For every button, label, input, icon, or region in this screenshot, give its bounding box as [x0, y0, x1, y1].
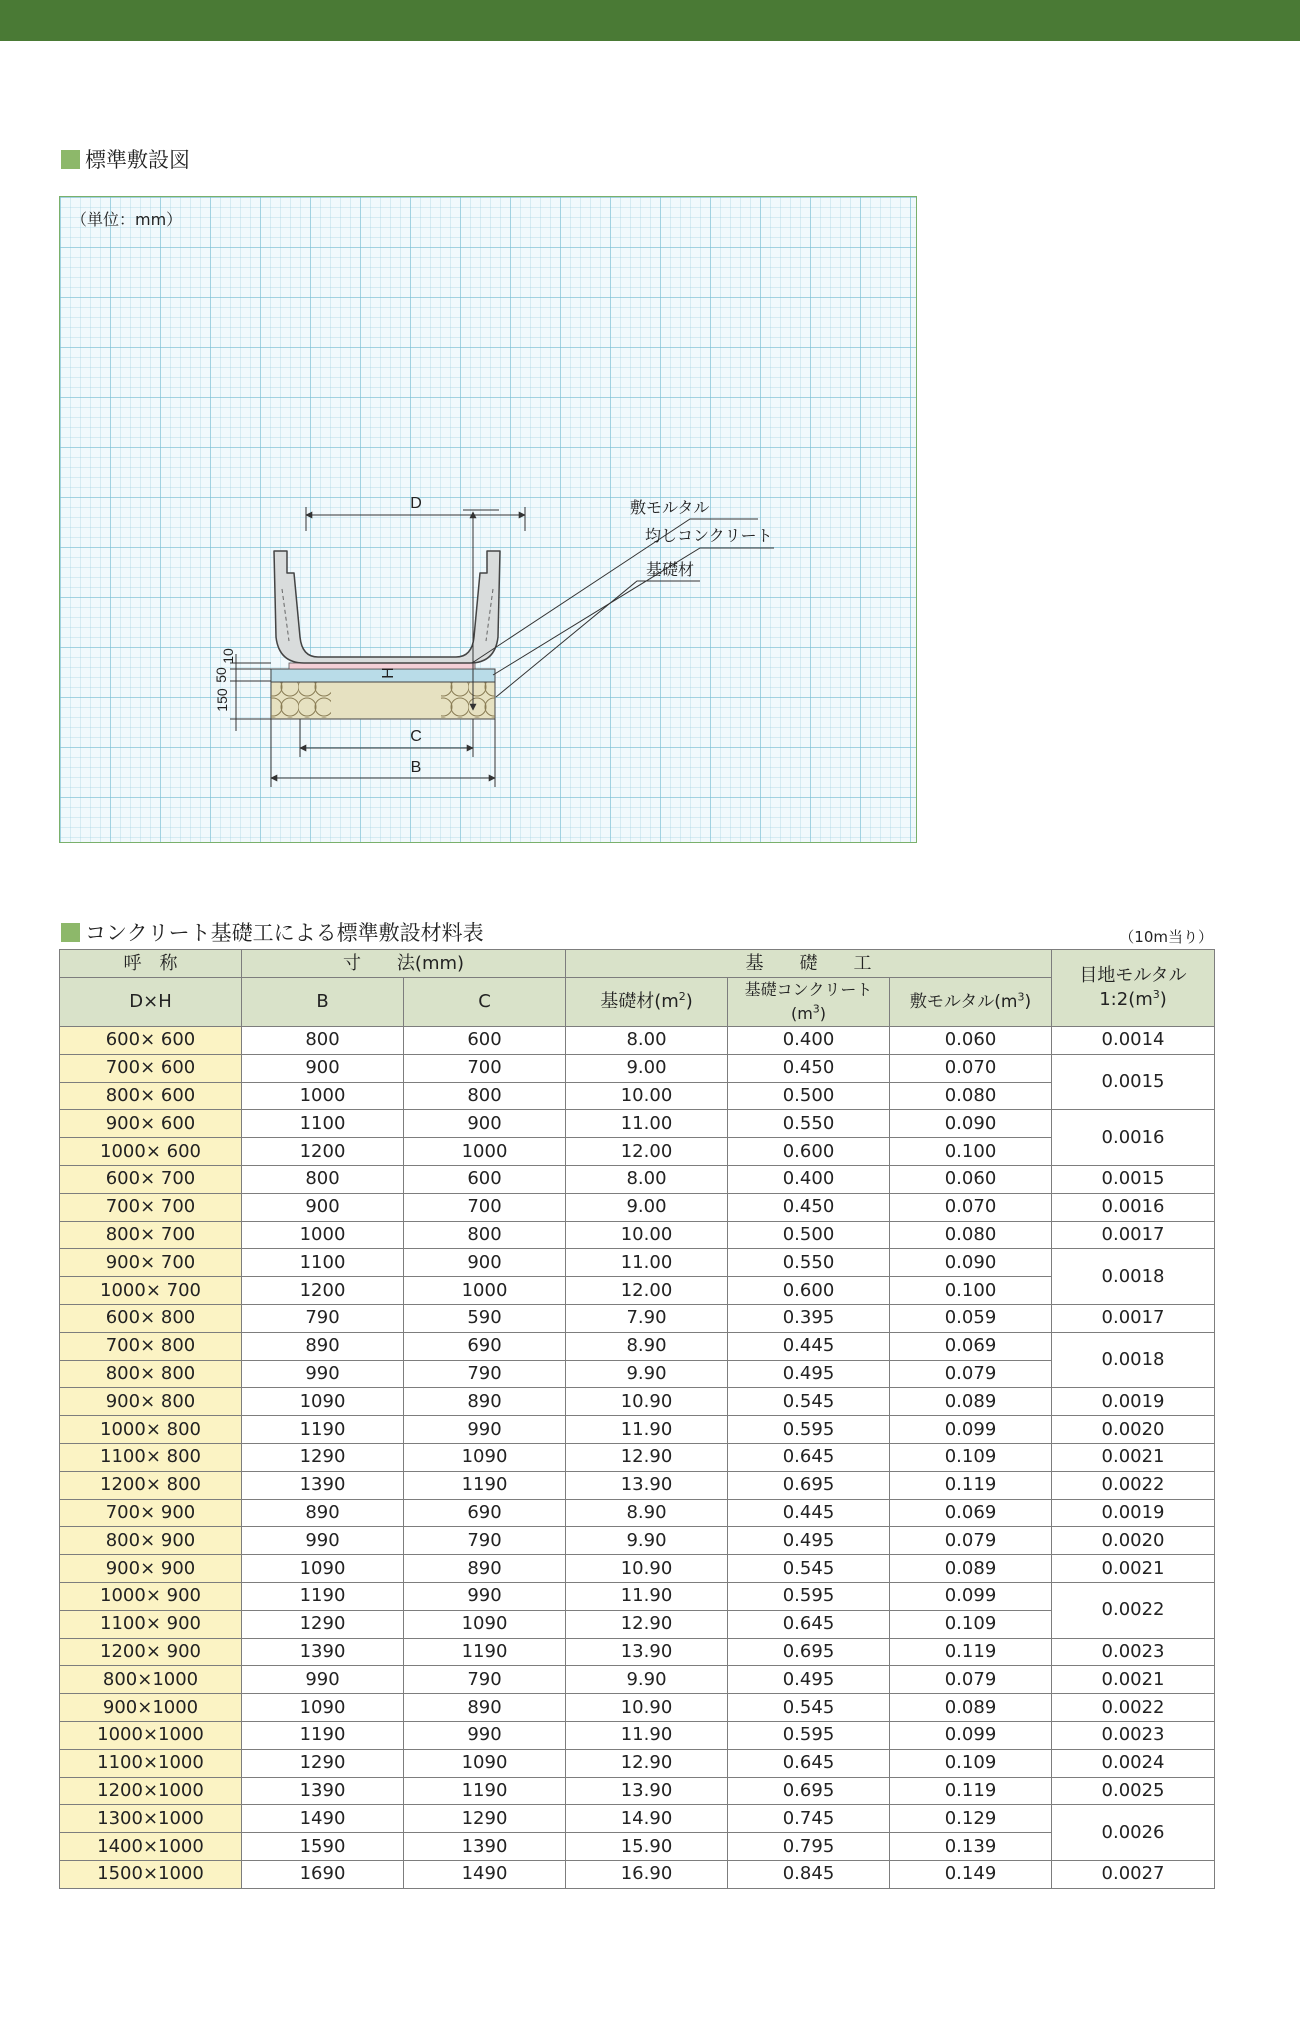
row-name-cell: 600× 800 — [60, 1304, 242, 1332]
row-base-concrete-cell: 0.695 — [728, 1471, 890, 1499]
dim-h-label: H — [380, 667, 397, 679]
row-base-material-cell: 7.90 — [566, 1304, 728, 1332]
header-base-concrete-text: 基礎コンクリート(m — [744, 980, 873, 1023]
row-laying-mortar-cell: 0.070 — [890, 1193, 1052, 1221]
row-base-concrete-cell: 0.645 — [728, 1610, 890, 1638]
row-c-cell: 790 — [404, 1360, 566, 1388]
row-base-concrete-cell: 0.545 — [728, 1555, 890, 1583]
row-base-material-cell: 10.00 — [566, 1221, 728, 1249]
row-c-cell: 1190 — [404, 1777, 566, 1805]
row-laying-mortar-cell: 0.109 — [890, 1443, 1052, 1471]
row-joint-mortar-cell: 0.0021 — [1052, 1555, 1215, 1583]
row-base-material-cell: 13.90 — [566, 1638, 728, 1666]
row-c-cell: 790 — [404, 1527, 566, 1555]
row-c-cell: 990 — [404, 1721, 566, 1749]
row-b-cell: 900 — [242, 1193, 404, 1221]
row-c-cell: 1090 — [404, 1443, 566, 1471]
row-base-material-cell: 9.00 — [566, 1054, 728, 1082]
row-name-cell: 1100× 900 — [60, 1610, 242, 1638]
row-joint-mortar-cell: 0.0017 — [1052, 1304, 1215, 1332]
row-b-cell: 1190 — [242, 1721, 404, 1749]
row-base-concrete-cell: 0.550 — [728, 1249, 890, 1277]
row-c-cell: 800 — [404, 1082, 566, 1110]
label-base: 基礎材 — [646, 560, 695, 579]
row-base-material-cell: 10.00 — [566, 1082, 728, 1110]
table-row — [60, 1749, 1215, 1777]
row-c-cell: 1000 — [404, 1277, 566, 1305]
row-c-cell: 1090 — [404, 1610, 566, 1638]
header-base-material-text: 基礎材(m — [600, 991, 679, 1012]
row-laying-mortar-cell: 0.119 — [890, 1777, 1052, 1805]
header-joint-bottom: 1:2(m — [1099, 989, 1153, 1010]
row-base-material-cell: 8.90 — [566, 1332, 728, 1360]
row-base-concrete-cell: 0.445 — [728, 1332, 890, 1360]
row-joint-mortar-cell: 0.0020 — [1052, 1416, 1215, 1444]
row-joint-mortar-cell: 0.0026 — [1052, 1805, 1215, 1861]
dim-d-label: D — [410, 495, 422, 512]
row-laying-mortar-cell: 0.119 — [890, 1638, 1052, 1666]
row-base-material-cell: 13.90 — [566, 1777, 728, 1805]
row-base-material-cell: 11.00 — [566, 1110, 728, 1138]
row-base-material-cell: 16.90 — [566, 1860, 728, 1888]
row-laying-mortar-cell: 0.090 — [890, 1110, 1052, 1138]
row-b-cell: 1090 — [242, 1388, 404, 1416]
row-base-material-cell: 11.90 — [566, 1721, 728, 1749]
row-b-cell: 800 — [242, 1165, 404, 1193]
row-b-cell: 1390 — [242, 1638, 404, 1666]
per-10m-note: （10m当り） — [1119, 928, 1213, 946]
row-base-material-cell: 9.90 — [566, 1527, 728, 1555]
row-name-cell: 1100× 800 — [60, 1443, 242, 1471]
table-row — [60, 1666, 1215, 1694]
diagram-title: 標準敷設図 — [85, 148, 190, 172]
row-laying-mortar-cell: 0.069 — [890, 1332, 1052, 1360]
row-b-cell: 1200 — [242, 1138, 404, 1166]
row-base-concrete-cell: 0.500 — [728, 1082, 890, 1110]
table-section-title — [61, 917, 484, 947]
row-name-cell: 700× 700 — [60, 1193, 242, 1221]
row-b-cell: 990 — [242, 1666, 404, 1694]
gravel-left — [271, 682, 331, 718]
header-foundation-group: 基 礎 工 — [566, 950, 1052, 978]
table-row — [60, 1610, 1215, 1638]
header-row-1 — [60, 950, 1215, 978]
leader-base — [496, 581, 700, 697]
row-name-cell: 1300×1000 — [60, 1805, 242, 1833]
sup-2: 2 — [678, 990, 686, 1003]
leader-leveling — [493, 548, 774, 675]
row-base-concrete-cell: 0.450 — [728, 1054, 890, 1082]
row-base-concrete-cell: 0.545 — [728, 1388, 890, 1416]
table-title: コンクリート基礎工による標準敷設材料表 — [85, 921, 484, 945]
row-joint-mortar-cell: 0.0022 — [1052, 1471, 1215, 1499]
label-leveling: 均しコンクリート — [645, 526, 773, 545]
row-c-cell: 700 — [404, 1054, 566, 1082]
table-row — [60, 1304, 1215, 1332]
row-b-cell: 1490 — [242, 1805, 404, 1833]
table-row — [60, 1138, 1215, 1166]
row-name-cell: 600× 600 — [60, 1027, 242, 1055]
row-name-cell: 1200× 800 — [60, 1471, 242, 1499]
row-name-cell: 1100×1000 — [60, 1749, 242, 1777]
row-laying-mortar-cell: 0.139 — [890, 1833, 1052, 1861]
row-c-cell: 890 — [404, 1694, 566, 1722]
table-row — [60, 1360, 1215, 1388]
row-name-cell: 1200× 900 — [60, 1638, 242, 1666]
header-c: C — [404, 978, 566, 1027]
u-flume-body — [274, 551, 500, 663]
table-row — [60, 1277, 1215, 1305]
row-laying-mortar-cell: 0.089 — [890, 1555, 1052, 1583]
header-laying-mortar-text: 敷モルタル(m — [909, 992, 1018, 1012]
row-base-concrete-cell: 0.695 — [728, 1638, 890, 1666]
row-base-material-cell: 11.90 — [566, 1416, 728, 1444]
header-joint-top: 目地モルタル — [1079, 965, 1187, 986]
row-name-cell: 1000×1000 — [60, 1721, 242, 1749]
row-joint-mortar-cell: 0.0019 — [1052, 1499, 1215, 1527]
row-laying-mortar-cell: 0.060 — [890, 1027, 1052, 1055]
row-name-cell: 900× 800 — [60, 1388, 242, 1416]
row-name-cell: 700× 600 — [60, 1054, 242, 1082]
row-joint-mortar-cell: 0.0021 — [1052, 1666, 1215, 1694]
header-base-concrete — [728, 978, 890, 1027]
row-c-cell: 600 — [404, 1165, 566, 1193]
row-laying-mortar-cell: 0.149 — [890, 1860, 1052, 1888]
row-name-cell: 800×1000 — [60, 1666, 242, 1694]
header-b: B — [242, 978, 404, 1027]
row-base-material-cell: 9.00 — [566, 1193, 728, 1221]
row-base-concrete-cell: 0.400 — [728, 1165, 890, 1193]
row-name-cell: 900×1000 — [60, 1694, 242, 1722]
row-base-material-cell: 10.90 — [566, 1694, 728, 1722]
row-c-cell: 700 — [404, 1193, 566, 1221]
row-base-concrete-cell: 0.500 — [728, 1221, 890, 1249]
row-joint-mortar-cell: 0.0024 — [1052, 1749, 1215, 1777]
row-base-concrete-cell: 0.600 — [728, 1277, 890, 1305]
row-base-concrete-cell: 0.550 — [728, 1110, 890, 1138]
table-row — [60, 1833, 1215, 1861]
row-laying-mortar-cell: 0.079 — [890, 1527, 1052, 1555]
row-name-cell: 800× 900 — [60, 1527, 242, 1555]
gravel-right — [441, 682, 495, 718]
row-b-cell: 1390 — [242, 1777, 404, 1805]
row-joint-mortar-cell: 0.0014 — [1052, 1027, 1215, 1055]
table-row — [60, 1082, 1215, 1110]
row-base-material-cell: 12.90 — [566, 1443, 728, 1471]
close-paren: ) — [1024, 992, 1032, 1012]
row-joint-mortar-cell: 0.0018 — [1052, 1332, 1215, 1388]
table-row — [60, 1471, 1215, 1499]
row-c-cell: 890 — [404, 1555, 566, 1583]
row-laying-mortar-cell: 0.100 — [890, 1277, 1052, 1305]
row-b-cell: 1100 — [242, 1110, 404, 1138]
row-base-concrete-cell: 0.495 — [728, 1666, 890, 1694]
row-base-concrete-cell: 0.645 — [728, 1749, 890, 1777]
header-name-top: 呼 称 — [60, 950, 242, 978]
row-c-cell: 800 — [404, 1221, 566, 1249]
row-laying-mortar-cell: 0.079 — [890, 1666, 1052, 1694]
row-joint-mortar-cell: 0.0018 — [1052, 1249, 1215, 1305]
diagram-section-title — [61, 144, 190, 174]
row-joint-mortar-cell: 0.0016 — [1052, 1110, 1215, 1166]
row-laying-mortar-cell: 0.129 — [890, 1805, 1052, 1833]
table-row — [60, 1721, 1215, 1749]
row-c-cell: 790 — [404, 1666, 566, 1694]
table-row — [60, 1388, 1215, 1416]
table-row — [60, 1165, 1215, 1193]
row-joint-mortar-cell: 0.0022 — [1052, 1582, 1215, 1638]
row-b-cell: 1390 — [242, 1471, 404, 1499]
row-b-cell: 1200 — [242, 1277, 404, 1305]
row-base-concrete-cell: 0.595 — [728, 1416, 890, 1444]
dim-50-label: 50 — [213, 667, 229, 683]
table-row — [60, 1221, 1215, 1249]
row-joint-mortar-cell: 0.0021 — [1052, 1443, 1215, 1471]
row-c-cell: 900 — [404, 1249, 566, 1277]
row-name-cell: 700× 800 — [60, 1332, 242, 1360]
materials-table — [59, 949, 1215, 1889]
row-joint-mortar-cell: 0.0025 — [1052, 1777, 1215, 1805]
dim-b-label: B — [410, 759, 422, 776]
row-base-concrete-cell: 0.745 — [728, 1805, 890, 1833]
row-b-cell: 1000 — [242, 1221, 404, 1249]
row-joint-mortar-cell: 0.0019 — [1052, 1388, 1215, 1416]
row-laying-mortar-cell: 0.080 — [890, 1221, 1052, 1249]
row-name-cell: 1500×1000 — [60, 1860, 242, 1888]
row-name-cell: 1400×1000 — [60, 1833, 242, 1861]
table-row — [60, 1582, 1215, 1610]
row-b-cell: 990 — [242, 1360, 404, 1388]
table-row — [60, 1332, 1215, 1360]
row-laying-mortar-cell: 0.109 — [890, 1610, 1052, 1638]
row-laying-mortar-cell: 0.070 — [890, 1054, 1052, 1082]
row-joint-mortar-cell: 0.0027 — [1052, 1860, 1215, 1888]
row-name-cell: 600× 700 — [60, 1165, 242, 1193]
sup-3: 3 — [812, 1002, 820, 1016]
row-c-cell: 1000 — [404, 1138, 566, 1166]
row-b-cell: 890 — [242, 1499, 404, 1527]
row-base-concrete-cell: 0.600 — [728, 1138, 890, 1166]
header-joint-bottom-wrap — [1052, 988, 1214, 1012]
header-row-2 — [60, 978, 1215, 1027]
row-laying-mortar-cell: 0.090 — [890, 1249, 1052, 1277]
row-base-concrete-cell: 0.845 — [728, 1860, 890, 1888]
row-b-cell: 1290 — [242, 1443, 404, 1471]
row-base-material-cell: 12.90 — [566, 1610, 728, 1638]
row-base-concrete-cell: 0.595 — [728, 1582, 890, 1610]
row-joint-mortar-cell: 0.0022 — [1052, 1694, 1215, 1722]
row-name-cell: 800× 700 — [60, 1221, 242, 1249]
row-base-material-cell: 12.00 — [566, 1138, 728, 1166]
row-base-concrete-cell: 0.595 — [728, 1721, 890, 1749]
row-joint-mortar-cell: 0.0023 — [1052, 1721, 1215, 1749]
row-laying-mortar-cell: 0.089 — [890, 1694, 1052, 1722]
row-base-concrete-cell: 0.645 — [728, 1443, 890, 1471]
row-name-cell: 900× 900 — [60, 1555, 242, 1583]
row-b-cell: 790 — [242, 1304, 404, 1332]
row-base-material-cell: 13.90 — [566, 1471, 728, 1499]
row-b-cell: 1090 — [242, 1694, 404, 1722]
row-base-material-cell: 14.90 — [566, 1805, 728, 1833]
row-base-concrete-cell: 0.695 — [728, 1777, 890, 1805]
row-laying-mortar-cell: 0.099 — [890, 1416, 1052, 1444]
table-row — [60, 1416, 1215, 1444]
row-base-concrete-cell: 0.395 — [728, 1304, 890, 1332]
row-base-material-cell: 11.90 — [566, 1582, 728, 1610]
row-base-concrete-cell: 0.450 — [728, 1193, 890, 1221]
row-c-cell: 590 — [404, 1304, 566, 1332]
close-paren: ) — [685, 991, 693, 1012]
row-b-cell: 1590 — [242, 1833, 404, 1861]
row-name-cell: 700× 900 — [60, 1499, 242, 1527]
row-laying-mortar-cell: 0.080 — [890, 1082, 1052, 1110]
row-c-cell: 1390 — [404, 1833, 566, 1861]
table-row — [60, 1054, 1215, 1082]
row-laying-mortar-cell: 0.069 — [890, 1499, 1052, 1527]
table-row — [60, 1694, 1215, 1722]
row-name-cell: 1200×1000 — [60, 1777, 242, 1805]
table-row — [60, 1249, 1215, 1277]
row-b-cell: 1290 — [242, 1749, 404, 1777]
diagram-drawing — [60, 197, 918, 844]
row-c-cell: 990 — [404, 1416, 566, 1444]
row-laying-mortar-cell: 0.109 — [890, 1749, 1052, 1777]
row-b-cell: 1690 — [242, 1860, 404, 1888]
row-laying-mortar-cell: 0.100 — [890, 1138, 1052, 1166]
row-b-cell: 1000 — [242, 1082, 404, 1110]
row-laying-mortar-cell: 0.059 — [890, 1304, 1052, 1332]
row-name-cell: 800× 800 — [60, 1360, 242, 1388]
row-c-cell: 690 — [404, 1332, 566, 1360]
row-base-material-cell: 10.90 — [566, 1555, 728, 1583]
row-laying-mortar-cell: 0.079 — [890, 1360, 1052, 1388]
row-joint-mortar-cell: 0.0020 — [1052, 1527, 1215, 1555]
row-name-cell: 1000× 700 — [60, 1277, 242, 1305]
table-row — [60, 1193, 1215, 1221]
row-c-cell: 900 — [404, 1110, 566, 1138]
row-base-concrete-cell: 0.545 — [728, 1694, 890, 1722]
row-base-material-cell: 9.90 — [566, 1360, 728, 1388]
unit-note: （単位：mm） — [71, 210, 183, 229]
row-laying-mortar-cell: 0.099 — [890, 1721, 1052, 1749]
row-base-material-cell: 9.90 — [566, 1666, 728, 1694]
row-base-concrete-cell: 0.795 — [728, 1833, 890, 1861]
row-c-cell: 1190 — [404, 1471, 566, 1499]
close-paren: ) — [1159, 989, 1167, 1010]
table-row — [60, 1860, 1215, 1888]
row-base-material-cell: 10.90 — [566, 1388, 728, 1416]
row-b-cell: 990 — [242, 1527, 404, 1555]
row-c-cell: 1090 — [404, 1749, 566, 1777]
section-marker — [61, 150, 80, 169]
table-row — [60, 1499, 1215, 1527]
row-base-concrete-cell: 0.400 — [728, 1027, 890, 1055]
installation-diagram — [59, 196, 917, 843]
dim-10-label: 10 — [220, 648, 236, 664]
label-mortar: 敷モルタル — [630, 498, 710, 517]
row-base-concrete-cell: 0.495 — [728, 1360, 890, 1388]
row-c-cell: 1290 — [404, 1805, 566, 1833]
dim-150-label: 150 — [214, 688, 230, 712]
row-joint-mortar-cell: 0.0015 — [1052, 1054, 1215, 1110]
row-name-cell: 900× 600 — [60, 1110, 242, 1138]
row-c-cell: 990 — [404, 1582, 566, 1610]
row-b-cell: 890 — [242, 1332, 404, 1360]
row-base-material-cell: 12.00 — [566, 1277, 728, 1305]
row-c-cell: 1490 — [404, 1860, 566, 1888]
header-name-bottom: D×H — [60, 978, 242, 1027]
section-marker — [61, 923, 80, 942]
row-base-concrete-cell: 0.495 — [728, 1527, 890, 1555]
row-laying-mortar-cell: 0.089 — [890, 1388, 1052, 1416]
header-base-material — [566, 978, 728, 1027]
row-base-material-cell: 11.00 — [566, 1249, 728, 1277]
row-base-material-cell: 12.90 — [566, 1749, 728, 1777]
table-row — [60, 1555, 1215, 1583]
row-b-cell: 1090 — [242, 1555, 404, 1583]
table-row — [60, 1027, 1215, 1055]
row-joint-mortar-cell: 0.0017 — [1052, 1221, 1215, 1249]
top-bar — [0, 0, 1300, 41]
row-name-cell: 1000× 600 — [60, 1138, 242, 1166]
row-laying-mortar-cell: 0.119 — [890, 1471, 1052, 1499]
table-row — [60, 1527, 1215, 1555]
table-row — [60, 1443, 1215, 1471]
header-dims-group: 寸 法(mm) — [242, 950, 566, 978]
row-c-cell: 890 — [404, 1388, 566, 1416]
row-name-cell: 1000× 900 — [60, 1582, 242, 1610]
dim-c-label: C — [410, 728, 422, 745]
row-base-material-cell: 8.00 — [566, 1165, 728, 1193]
row-base-concrete-cell: 0.445 — [728, 1499, 890, 1527]
row-b-cell: 900 — [242, 1054, 404, 1082]
row-b-cell: 1190 — [242, 1416, 404, 1444]
row-base-material-cell: 15.90 — [566, 1833, 728, 1861]
row-c-cell: 600 — [404, 1027, 566, 1055]
row-base-material-cell: 8.90 — [566, 1499, 728, 1527]
row-base-material-cell: 8.00 — [566, 1027, 728, 1055]
table-row — [60, 1777, 1215, 1805]
row-name-cell: 1000× 800 — [60, 1416, 242, 1444]
row-joint-mortar-cell: 0.0016 — [1052, 1193, 1215, 1221]
row-joint-mortar-cell: 0.0015 — [1052, 1165, 1215, 1193]
row-laying-mortar-cell: 0.060 — [890, 1165, 1052, 1193]
table-row — [60, 1110, 1215, 1138]
row-joint-mortar-cell: 0.0023 — [1052, 1638, 1215, 1666]
header-laying-mortar — [890, 978, 1052, 1027]
table-row — [60, 1805, 1215, 1833]
row-b-cell: 1190 — [242, 1582, 404, 1610]
header-joint-mortar — [1052, 950, 1215, 1027]
table-body — [60, 1027, 1215, 1889]
row-laying-mortar-cell: 0.099 — [890, 1582, 1052, 1610]
sup-3: 3 — [1017, 990, 1025, 1004]
row-name-cell: 800× 600 — [60, 1082, 242, 1110]
row-b-cell: 1290 — [242, 1610, 404, 1638]
row-b-cell: 1100 — [242, 1249, 404, 1277]
table-row — [60, 1638, 1215, 1666]
row-b-cell: 800 — [242, 1027, 404, 1055]
sup-3: 3 — [1152, 988, 1160, 1001]
close-paren: ) — [819, 1004, 827, 1023]
row-c-cell: 1190 — [404, 1638, 566, 1666]
row-c-cell: 690 — [404, 1499, 566, 1527]
row-name-cell: 900× 700 — [60, 1249, 242, 1277]
u-flume — [271, 551, 501, 656]
